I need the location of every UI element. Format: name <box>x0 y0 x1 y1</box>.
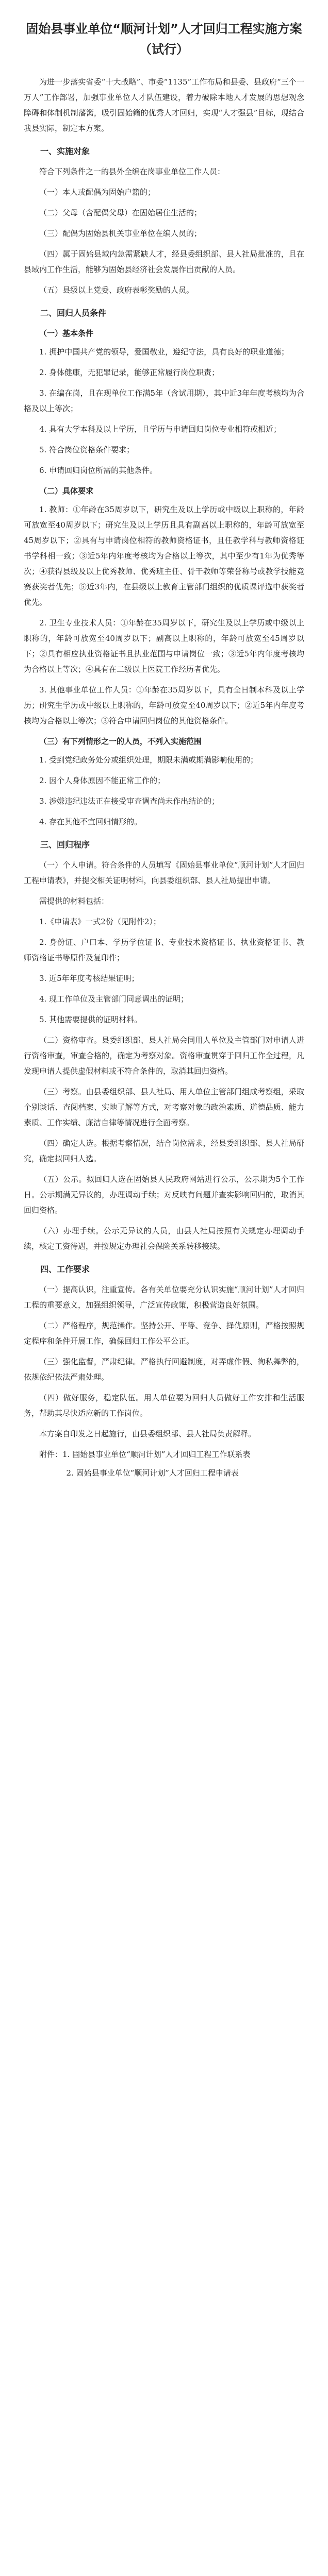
body-paragraph: （三）考察。由县委组织部、县人社局、用人单位主管部门组成考察组，采取个别谈话、查阅档案、实地了解等方式，对考察对象的政治素质、道德品质、能力素质、工作实绩、廉洁自律等情况进行全面考察。 <box>24 1087 304 1127</box>
body-paragraph: 2. 卫生专业技术人员：①年龄在35周岁以下，研究生及以上学历或中级以上职称的，年龄可放宽至40周岁以下；副高以上职称的，年龄可放宽至45周岁以下；②具有相应执业资格证书且执业范围与申请岗位一致；③近5年内年度考核均为合格以上等次；④具有在二级以上医院工作经历者优先。 <box>24 618 304 674</box>
body-paragraph: 4. 存在其他不宜回归情形的。 <box>39 817 142 826</box>
body-paragraph: 符合下列条件之一的县外全编在岗事业单位工作人员： <box>39 167 225 176</box>
body-paragraph: 3. 其他事业单位工作人员：①年龄在35周岁以下，具有全日制本科及以上学历；研究生学历或中级以上职称的，年龄可放宽至40周岁以下；②近5年内年度考核均为合格以上等次；③符合申请回归岗位的其他资格条件。 <box>24 685 304 725</box>
body-paragraph: （五）公示。拟回归人选在固始县人民政府网站进行公示，公示期为5个工作日。公示期满无异议的，办理调动手续；对反映有问题并查实影响回归的，取消其回归资格。 <box>24 1175 304 1215</box>
body-paragraph: 需提供的材料包括： <box>39 896 109 906</box>
body-paragraph: （二）父母（含配偶父母）在固始居住生活的； <box>39 208 202 217</box>
document-body <box>24 143 304 1442</box>
body-paragraph: （一）个人申请。符合条件的人员填写《固始县事业单位“顺河计划”人才回归工程申请表》，并提交相关证明材料，向县委组织部、县人社局提出申请。 <box>24 860 304 885</box>
body-paragraph: 2. 因个人身体原因不能正常工作的； <box>39 776 166 785</box>
section-heading: 二、回归人员条件 <box>40 308 107 318</box>
intro-paragraph: 为进一步落实省委“十大战略”、市委“1135”工作布局和县委、县政府“三个一万人”工作部署，加强事业单位人才队伍建设，着力破除本地人才发展的思想观念障碍和体制机制藩篱，吸引固始籍的优秀人才回归，实现“人才强县”目标，现结合我县实际，制定本方案。 <box>24 77 304 133</box>
body-paragraph: 6. 申请回归岗位所需的其他条件。 <box>39 466 158 475</box>
body-paragraph: 1. 受到党纪政务处分或组织处理，期限未满或期满影响使用的； <box>39 755 258 765</box>
body-paragraph: （四）属于固始县域内急需紧缺人才，经县委组织部、县人社局批准的，且在县域内工作生活，能够为固始县经济社会发展作出贡献的人员。 <box>24 249 304 274</box>
section-heading: 一、实施对象 <box>40 146 90 156</box>
attachment-item <box>24 1447 304 1462</box>
body-paragraph: （一）提高认识，注重宣传。各有关单位要充分认识实施“顺河计划”人才回归工程的重要意义，加强组织领导，广泛宣传政策，积极营造良好氛围。 <box>24 1285 304 1310</box>
subsection-heading: （二）具体要求 <box>39 486 94 496</box>
body-paragraph: （二）资格审查。县委组织部、县人社局会同用人单位及主管部门对申请人进行资格审查，审查合格的，确定为考察对象。资格审查贯穿于回归工作全过程，凡发现申请人提供虚假材料或不符合条件的，取消其回归资格。 <box>24 1036 304 1076</box>
body-paragraph: 3. 近5年年度考核结果证明； <box>39 974 139 983</box>
attachments <box>24 1447 304 1481</box>
document-title: 固始县事业单位“顺河计划”人才回归工程实施方案（试行） <box>26 22 302 57</box>
body-paragraph: 4. 具有大学本科及以上学历，且学历与申请回归岗位专业相符或相近； <box>39 425 282 434</box>
body-paragraph: （三）强化监督，严肃纪律。严格执行回避制度，对弄虚作假、徇私舞弊的，依规依纪依法严肃处理。 <box>24 1357 304 1382</box>
body-paragraph: 4. 现工作单位及主管部门同意调出的证明； <box>39 994 189 1004</box>
body-paragraph: （五）县级以上党委、政府表彰奖励的人员。 <box>39 285 194 295</box>
body-paragraph: （六）办理手续。公示无异议的人员，由县人社局按照有关规定办理调动手续，核定工资待遇，并按规定办理社会保险关系转移接续。 <box>24 1226 304 1251</box>
body-paragraph: （三）配偶为固始县机关事业单位在编人员的； <box>39 229 202 238</box>
body-paragraph: 5. 符合岗位资格条件要求； <box>39 445 135 454</box>
attachment-list <box>24 1447 304 1481</box>
body-paragraph: 1.《申请表》一式2份（见附件2）； <box>39 917 161 926</box>
body-paragraph: （四）做好服务，稳定队伍。用人单位要为回归人员做好工作安排和生活服务，帮助其尽快适应新的工作岗位。 <box>24 1393 304 1418</box>
subsection-heading: （三）有下列情形之一的人员，不列入实施范围 <box>39 737 202 746</box>
attachment-text: 2. 固始县事业单位“顺河计划”人才回归工程申请表 <box>66 1468 239 1478</box>
attachment-item <box>24 1465 304 1481</box>
body-paragraph: （一）本人或配偶为固始户籍的； <box>39 188 156 197</box>
body-paragraph: 2. 身份证、户口本、学历学位证书、专业技术资格证书、执业资格证书、教师资格证书等原件及复印件； <box>24 938 304 962</box>
body-paragraph: （二）严格程序，规范操作。坚持公开、平等、竞争、择优原则，严格按照规定程序和条件开展工作，确保回归工作公平公正。 <box>24 1321 304 1346</box>
body-paragraph: 本方案自印发之日起施行，由县委组织部、县人社局负责解释。 <box>39 1429 256 1438</box>
body-paragraph: 1. 教师：①年龄在35周岁以下，研究生及以上学历或中级以上职称的，年龄可放宽至40周岁以下；研究生及以上学历且具有副高以上职称的，年龄可放宽至45周岁以下；②具有与申请岗位相符的教师资格证书，且任教学科与教师资格证书学科相一致；③近5年内年度考核均为合格以上等次，其中至少有1年为优秀等次；④获得县级及以上优秀教师、优秀班主任、骨干教师等荣誉称号或教学技能竞赛获奖者优先；⑤近3年内，在县级以上教育主管部门组织的优质课评选中获奖者优先。 <box>24 505 304 607</box>
section-heading: 四、工作要求 <box>40 1264 90 1274</box>
subsection-heading: （一）基本条件 <box>39 329 94 338</box>
body-paragraph: 3. 在编在岗，且在现单位工作满5年（含试用期），其中近3年年度考核均为合格及以上等次； <box>24 388 304 413</box>
attachment-label: 附件： <box>39 1450 63 1459</box>
body-paragraph: 3. 涉嫌违纪违法正在接受审查调查尚未作出结论的； <box>39 796 220 806</box>
body-paragraph: （四）确定人选。根据考察情况，结合岗位需求，经县委组织部、县人社局研究，确定拟回归人选。 <box>24 1139 304 1163</box>
body-paragraph: 1. 拥护中国共产党的领导，爱国敬业，遵纪守法，具有良好的职业道德； <box>39 347 289 357</box>
body-paragraph: 2. 身体健康，无犯罪记录，能够正常履行岗位职责； <box>39 368 220 377</box>
body-paragraph: 5. 其他需要提供的证明材料。 <box>39 1015 142 1024</box>
section-heading: 三、回归程序 <box>40 840 90 850</box>
attachment-text: 1. 固始县事业单位“顺河计划”人才回归工程工作联系表 <box>62 1450 251 1459</box>
